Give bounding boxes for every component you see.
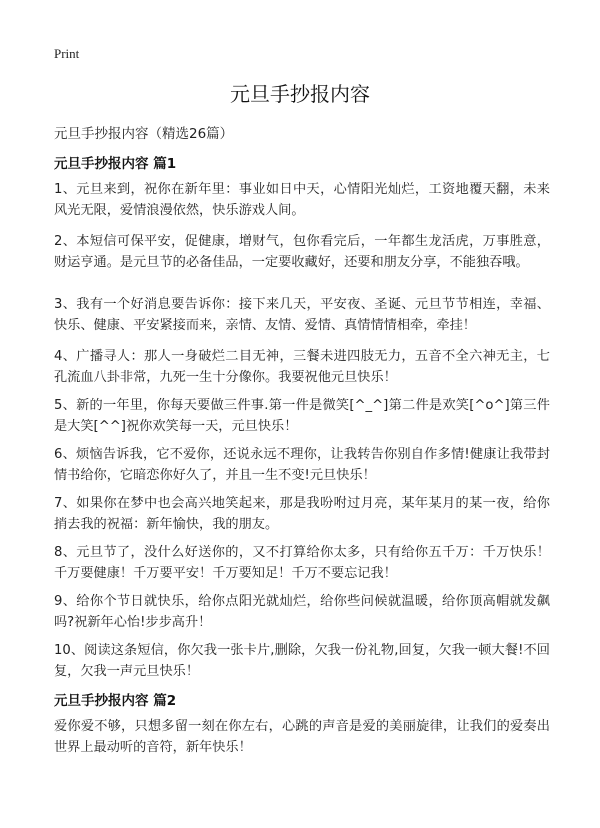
- document-subtitle: 元旦手抄报内容（精选26篇）: [54, 126, 234, 142]
- paragraph-10: 10、阅读这条短信，你欠我一张卡片,删除，欠我一份礼物,回复，欠我一顿大餐!不回复，欠我一声元旦快乐！: [54, 643, 550, 679]
- paragraph-5: 5、新的一年里，你每天要做三件事.第一件是微笑[^_^]第二件是欢笑[^o^]第三件是大笑[^^]祝你欢笑每一天，元旦快乐！: [54, 398, 550, 434]
- paragraph-8: 8、元旦节了，没什么好送你的，又不打算给你太多，只有给你五千万：千万快乐！千万要健康！千万要平安！千万要知足！千万不要忘记我！: [54, 545, 550, 581]
- document-title: 元旦手抄报内容: [230, 82, 370, 106]
- paragraph-6: 6、烦恼告诉我，它不爱你，还说永远不理你，让我转告你别自作多情!健康让我带封情书给你，它暗恋你好久了，并且一生不变!元旦快乐！: [54, 447, 550, 483]
- paragraph-2: 2、本短信可保平安，促健康，增财气，包你看完后，一年都生龙活虎，万事胜意，财运亨通。是元旦节的必备佳品，一定要收藏好，还要和朋友分享，不能独吞哦。: [54, 234, 550, 270]
- paragraph-3: 3、我有一个好消息要告诉你：接下来几天，平安夜、圣诞、元旦节节相连，幸福、快乐、健康、平安紧接而来，亲情、友情、爱情、真情情情相牵，牵挂！: [54, 297, 550, 333]
- paragraph-7: 7、如果你在梦中也会高兴地笑起来，那是我吩咐过月亮，某年某月的某一夜，给你捎去我的祝福：新年愉快，我的朋友。: [54, 496, 550, 532]
- print-link[interactable]: Print: [54, 46, 80, 61]
- section-heading-2: 元旦手抄报内容 篇2: [54, 693, 177, 709]
- paragraph-11: 爱你爱不够，只想多留一刻在你左右，心跳的声音是爱的美丽旋律，让我们的爱奏出世界上最动听的音符，新年快乐！: [54, 719, 550, 755]
- paragraph-1: 1、元旦来到，祝你在新年里：事业如日中天，心情阳光灿烂，工资地覆天翻，未来风光无限，爱情浪漫依然，快乐游戏人间。: [54, 182, 550, 218]
- section-heading-1: 元旦手抄报内容 篇1: [54, 156, 177, 172]
- paragraph-4: 4、广播寻人：那人一身破烂二目无神，三餐未进四肢无力，五音不全六神无主，七孔流血八卦非常，九死一生十分像你。我要祝他元旦快乐！: [54, 349, 550, 385]
- paragraph-9: 9、给你个节日就快乐，给你点阳光就灿烂，给你些问候就温暖，给你顶高帽就发飙吗?祝新年心怡!步步高升！: [54, 594, 550, 630]
